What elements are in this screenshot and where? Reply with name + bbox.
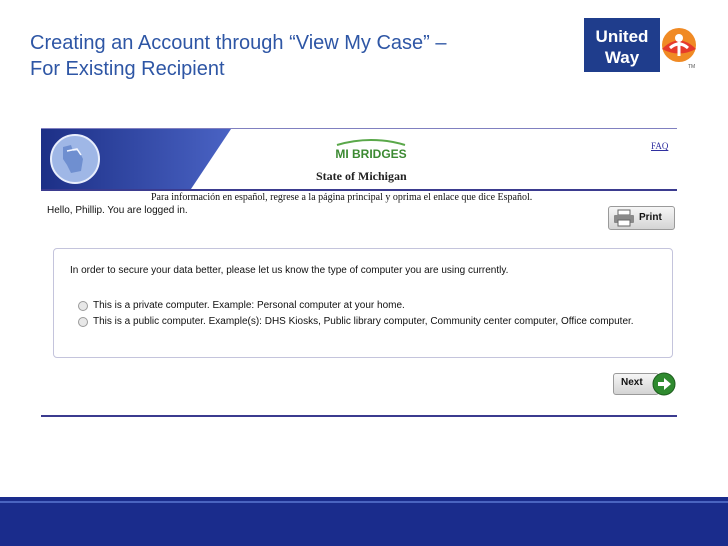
svg-text:TM: TM <box>688 64 696 70</box>
greeting-text: Hello, Phillip. You are logged in. <box>47 205 188 216</box>
faq-link[interactable]: FAQ <box>651 141 669 151</box>
mi-bridges-screenshot <box>41 128 677 418</box>
public-computer-radio[interactable] <box>78 317 88 327</box>
next-label: Next <box>621 377 643 388</box>
computer-type-prompt: In order to secure your data better, please let us know the type of computer you are using currently. <box>70 265 509 276</box>
print-label: Print <box>639 212 662 223</box>
svg-text:MI BRIDGES: MI BRIDGES <box>335 147 407 161</box>
mi-bridges-logo <box>331 137 411 163</box>
next-button[interactable] <box>613 372 677 396</box>
public-computer-label: This is a public computer. Example(s): DHS Kiosks, Public library computer, Community center computer, Office computer. <box>93 316 634 327</box>
content-divider <box>41 415 677 417</box>
print-button[interactable] <box>608 206 675 230</box>
spanish-notice: Para información en español, regrese a la página principal y oprima el enlace que dice Español. <box>151 192 533 203</box>
printer-icon <box>613 209 635 227</box>
footer-band <box>0 497 728 546</box>
computer-type-panel <box>53 248 673 358</box>
arrow-right-icon <box>651 372 677 396</box>
united-way-logo <box>584 18 698 72</box>
michigan-seal-banner <box>41 129 231 189</box>
slide-title: Creating an Account through “View My Case” – For Existing Recipient <box>30 32 447 80</box>
svg-text:United: United <box>595 27 649 46</box>
site-header <box>41 128 677 191</box>
private-computer-radio[interactable] <box>78 301 88 311</box>
state-title: State of Michigan <box>316 169 407 183</box>
svg-text:Way: Way <box>604 48 640 67</box>
private-computer-label: This is a private computer. Example: Personal computer at your home. <box>93 300 405 311</box>
